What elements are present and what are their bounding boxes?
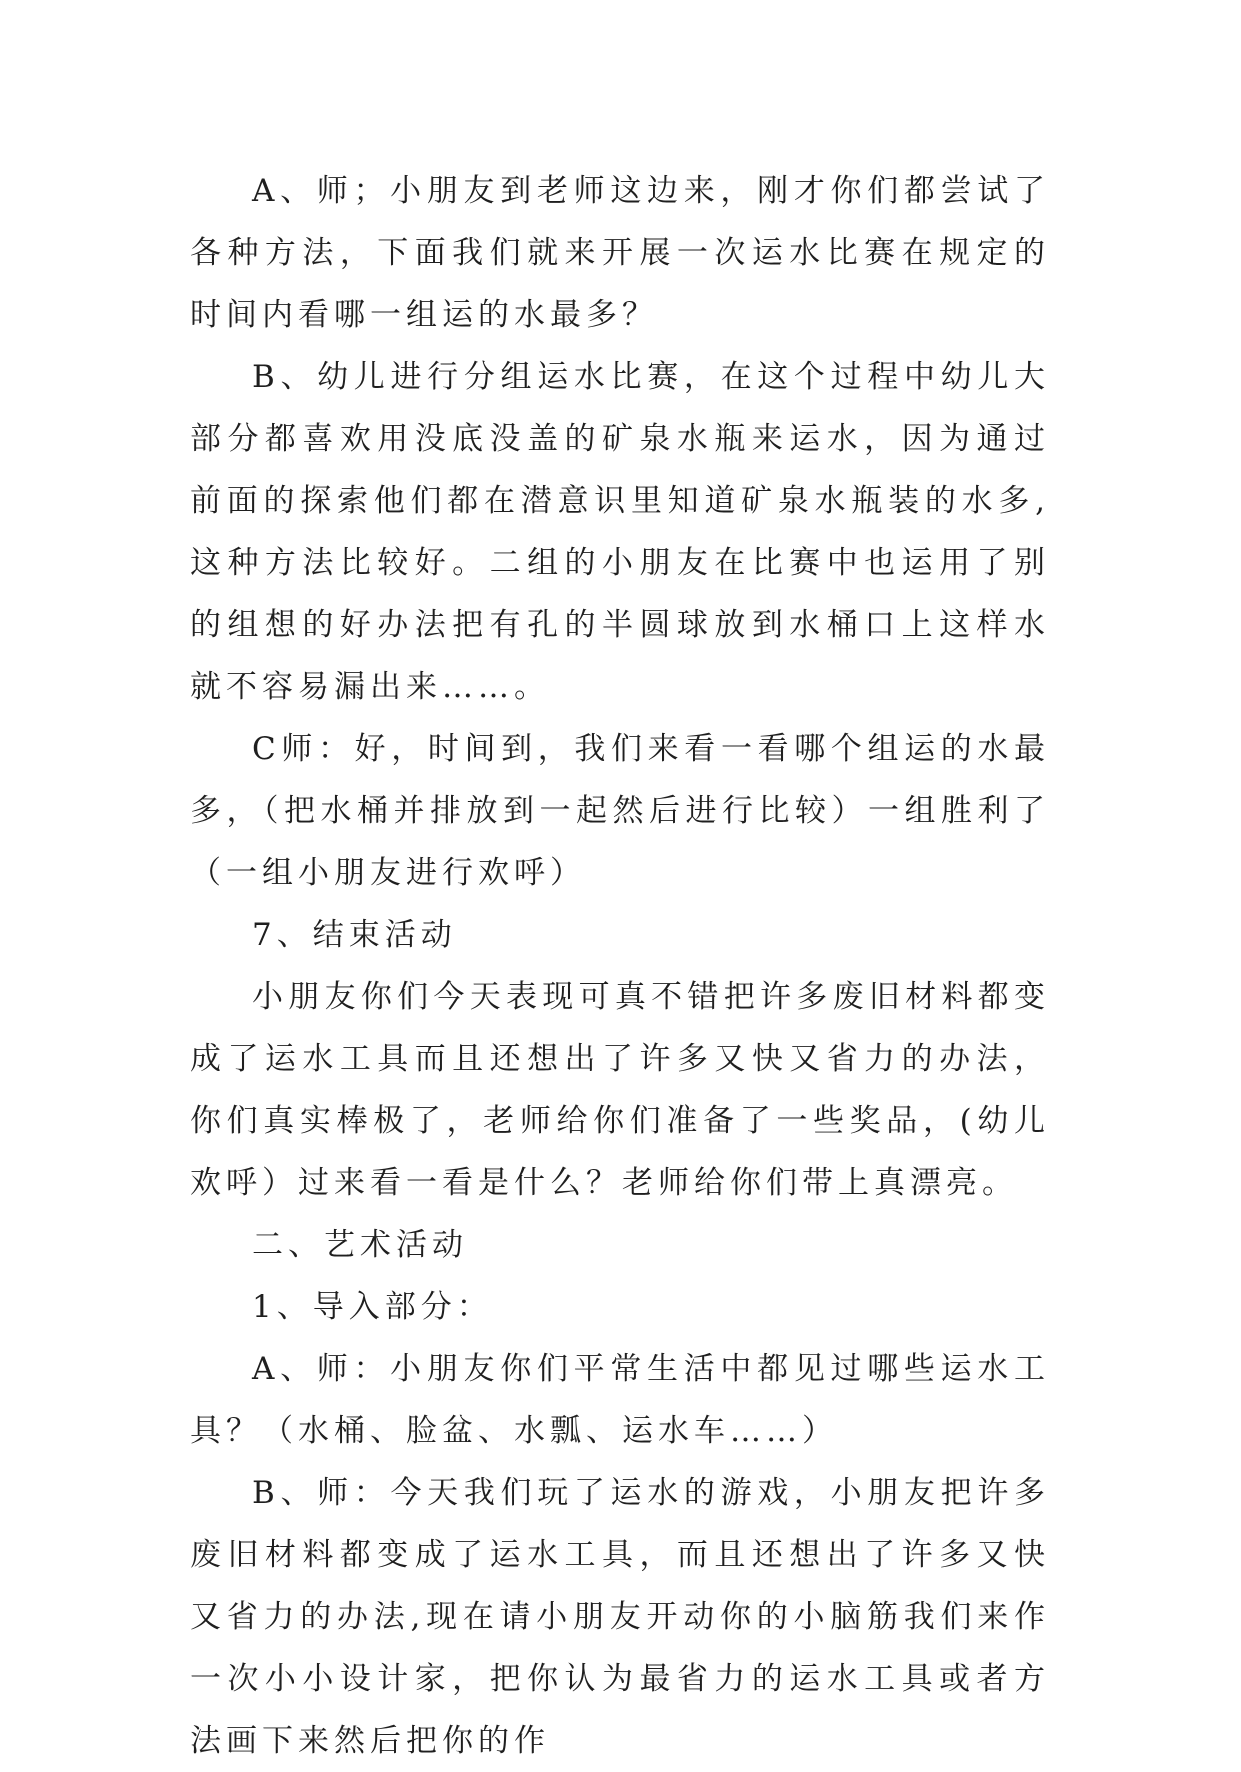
paragraph-c-time-up: C师：好，时间到，我们来看一看哪个组运的水最多，（把水桶并排放到一起然后进行比较）一组胜利了（一组小朋友进行欢呼） bbox=[190, 731, 1050, 891]
heading-art-activity: 二、艺术活动 bbox=[252, 1227, 468, 1263]
document-body bbox=[190, 160, 1050, 1772]
heading-end-activity: 7、结束活动 bbox=[252, 917, 457, 953]
paragraph-a-water-tools: A、师：小朋友你们平常生活中都见过哪些运水工具？（水桶、脸盆、水瓢、运水车……） bbox=[190, 1351, 1050, 1449]
paragraph-b-group-race: B、幼儿进行分组运水比赛，在这个过程中幼儿大部分都喜欢用没底没盖的矿泉水瓶来运水，因为通过前面的探索他们都在潜意识里知道矿泉水瓶装的水多,这种方法比较好。二组的小朋友在比赛中也运用了别的组想的好办法把有孔的半圆球放到水桶口上这样水就不容易漏出来……。 bbox=[190, 359, 1050, 705]
paragraph-closing-praise: 小朋友你们今天表现可真不错把许多废旧材料都变成了运水工具而且还想出了许多又快又省力的办法，你们真实棒极了，老师给你们准备了一些奖品，(幼儿欢呼）过来看一看是什么？老师给你们带上真漂亮。 bbox=[190, 979, 1050, 1201]
paragraph-b-designer: B、师：今天我们玩了运水的游戏，小朋友把许多废旧材料都变成了运水工具，而且还想出了许多又快又省力的办法,现在请小朋友开动你的小脑筋我们来作一次小小设计家，把你认为最省力的运水工具或者方法画下来然后把你的作 bbox=[190, 1475, 1050, 1759]
heading-intro-part: 1、导入部分： bbox=[252, 1289, 493, 1325]
paragraph-a-teacher-intro: A、师；小朋友到老师这边来，刚才你们都尝试了各种方法，下面我们就来开展一次运水比赛在规定的时间内看哪一组运的水最多？ bbox=[190, 173, 1050, 333]
